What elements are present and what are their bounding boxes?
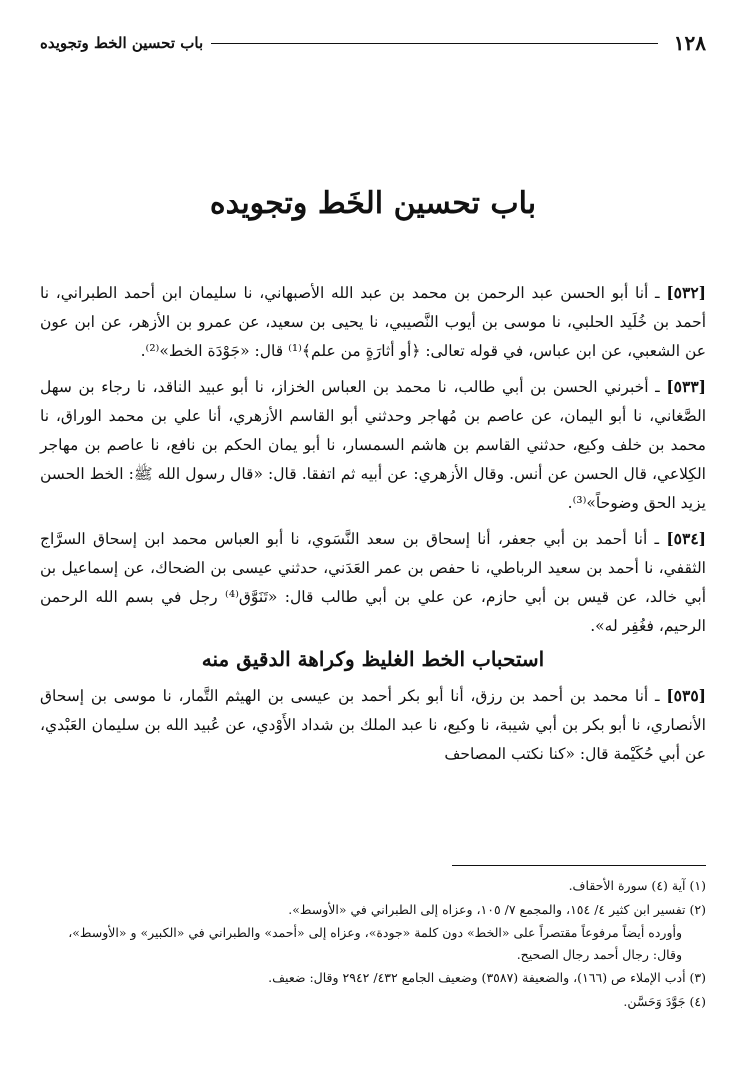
- page-number: ١٢٨: [673, 31, 706, 55]
- running-header: [40, 30, 706, 56]
- footnote-4: (٤) جَوَّدَ وَحَسَّن.: [623, 994, 706, 1009]
- footnote-1: (١) آية (٤) سورة الأحقاف.: [568, 878, 706, 893]
- running-header-title: باب تحسين الخط وتجويده: [40, 34, 204, 52]
- paragraph-532: [40, 278, 706, 366]
- paragraph-534: [40, 524, 706, 641]
- footnotes: [40, 874, 706, 1014]
- footnote-2-continuation: وأورده أيضاً مرفوعاً مقتصراً على «الخط» دون كلمة «جودة»، وعزاه إلى «أحمد» والطبراني في «الكبير» و «الأوسط»، وقال: رجال أحمد رجال الصحيح.: [68, 925, 682, 962]
- paragraph-text: ـ أنا أحمد بن أبي جعفر، أنا إسحاق بن سعد النَّسَوي، نا أبو العباس محمد ابن إسحاق السرَّاج الثقفي، نا أحمد بن سعيد الرباطي، نا حفص بن عمر العَدَني، حدثني عيسى بن الضحاك، عن إسماعيل بن أبي خالد، عن قيس بن أبي حازم، عن علي بن أبي طالب قال: «تَنَوَّق⁽⁴⁾ رجل في بسم الله الرحمن الرحيم، فغُفِر له».: [40, 530, 706, 635]
- section-heading: استحباب الخط الغليظ وكراهة الدقيق منه: [201, 647, 545, 671]
- header-rule: [211, 43, 658, 44]
- entry-number: [٥٣٤]: [666, 529, 706, 548]
- footnote-rule: [452, 865, 706, 866]
- paragraph-text: ـ أنا أبو الحسن عبد الرحمن بن محمد بن عبد الله الأصبهاني، نا سليمان ابن أحمد الطبراني، نا أحمد بن خُلَيد الحلبي، نا موسى بن أيوب النَّصيبي، نا يحيى بن سعيد، عن عمرو بن الأزهر، عن ابن عون عن الشعبي، عن ابن عباس، في قوله تعالى: ﴿أو أثارَةٍ من علم﴾⁽¹⁾ قال: «جَوْدَة الخط»⁽²⁾.: [40, 284, 706, 360]
- paragraph-text: ـ أخبرني الحسن بن أبي طالب، نا محمد بن العباس الخزاز، نا أبو عبيد الناقد، نا رجاء بن سهل الصَّغاني، نا أبو اليمان، عن عاصم بن مُهاجر وحدثني أبو القاسم الأزهري، أنا علي بن محمد الوراق، نا محمد بن خلف وكيع، حدثني القاسم بن هاشم السمسار، نا أبو يمان الحكم بن نافع، نا عاصم بن مهاجر الكِلاعي، قال الحسن عن أنس. وقال الأزهري: عن أبيه ثم اتفقا. قال: «قال رسول الله ﷺ: الخط الحسن يزيد الحق وضوحاً»⁽³⁾.: [40, 378, 706, 512]
- entry-number: [٥٣٥]: [666, 686, 706, 705]
- entry-number: [٥٣٢]: [666, 283, 706, 302]
- paragraph-533: [40, 372, 706, 518]
- paragraph-text: ـ أنا محمد بن أحمد بن رزق، أنا أبو بكر أحمد بن عيسى بن الهيثم التَّمار، نا موسى بن إسحاق الأنصاري، نا أبو بكر بن أبي شيبة، نا وكيع، نا عبد الملك بن شداد الأَوْدي، عن عُبيد الله بن سليمان العَبْدي، عن أبي حُكَيْمة قال: «كنا نكتب المصاحف: [40, 687, 706, 763]
- footnote-2: (٢) تفسير ابن كثير ٤/ ١٥٤، والمجمع ٧/ ١٠٥، وعزاه إلى الطبراني في «الأوسط».: [288, 902, 706, 917]
- body-text: [40, 278, 706, 775]
- entry-number: [٥٣٣]: [666, 377, 706, 396]
- footnote-3: (٣) أدب الإملاء ص (١٦٦)، والضعيفة (٣٥٨٧) وضعيف الجامع ٤٣٢/ ٢٩٤٢ وقال: ضعيف.: [268, 970, 706, 985]
- paragraph-535: [40, 681, 706, 769]
- chapter-title: باب تحسين الخَط وتجويده: [209, 186, 537, 221]
